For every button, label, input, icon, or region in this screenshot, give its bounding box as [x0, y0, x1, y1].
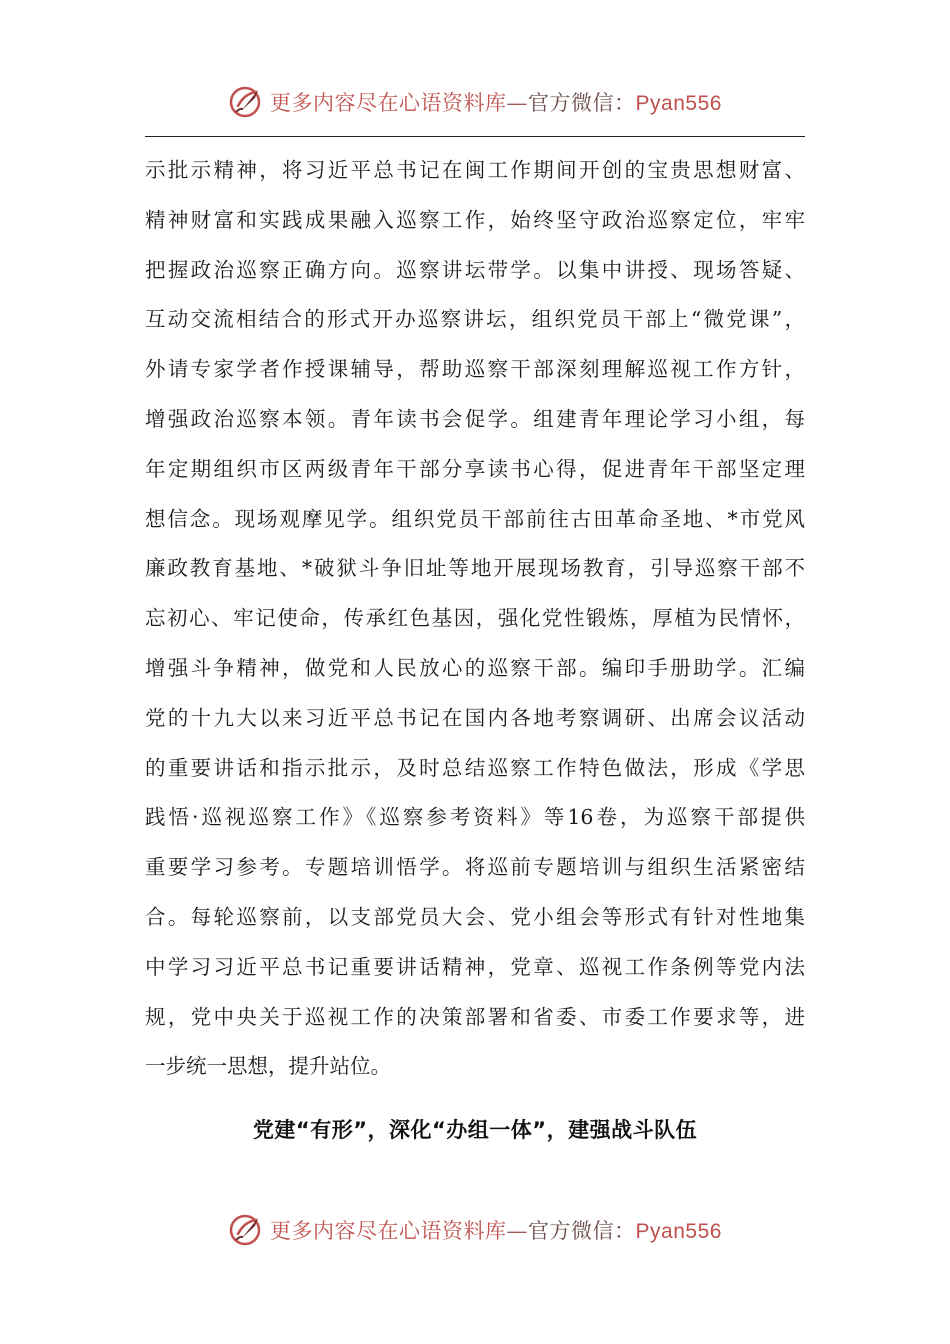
paragraph-line: 外请专家学者作授课辅导，帮助巡察干部深刻理解巡视工作方针， — [145, 357, 805, 382]
header-wechat-id: Pyan556 — [635, 92, 722, 115]
paragraph-line: 规，党中央关于巡视工作的决策部署和省委、市委工作要求等，进 — [145, 1004, 805, 1029]
header-banner-text — [270, 87, 722, 117]
paragraph-line: 一步统一思想，提升站位。 — [145, 1054, 391, 1079]
paragraph-line: 中学习习近平总书记重要讲话精神，党章、巡视工作条例等党内法 — [145, 954, 805, 979]
pen-logo-icon — [228, 1212, 264, 1248]
footer-dash: — — [506, 1219, 529, 1243]
section-heading: 党建“有形”，深化“办组一体”，建强战斗队伍 — [252, 1118, 698, 1142]
paragraph-line: 忘初心、牢记使命，传承红色基因，强化党性锻炼，厚植为民情怀， — [145, 606, 805, 631]
footer-banner — [0, 1212, 950, 1248]
paragraph-line: 践悟·巡视巡察工作》《巡察参考资料》等16卷，为巡察干部提供 — [145, 805, 805, 830]
paragraph-line: 精神财富和实践成果融入巡察工作，始终坚守政治巡察定位，牢牢 — [145, 207, 805, 232]
paragraph-line: 想信念。现场观摩见学。组织党员干部前往古田革命圣地、*市党风 — [145, 506, 805, 531]
paragraph-line: 增强政治巡察本领。青年读书会促学。组建青年理论学习小组，每 — [145, 406, 805, 431]
body-paragraph — [145, 146, 805, 1092]
footer-brand: 更多内容尽在心语资料库 — [270, 1219, 507, 1243]
footer-wechat-label: 官方微信： — [528, 1219, 636, 1243]
paragraph-line: 重要学习参考。专题培训悟学。将巡前专题培训与组织生活紧密结 — [145, 855, 805, 880]
paragraph-line: 廉政教育基地、*破狱斗争旧址等地开展现场教育，引导巡察干部不 — [145, 556, 805, 581]
header-banner — [0, 84, 950, 120]
paragraph-line: 增强斗争精神，做党和人民放心的巡察干部。编印手册助学。汇编 — [145, 655, 805, 680]
paragraph-line: 的重要讲话和指示批示，及时总结巡察工作特色做法，形成《学思 — [145, 755, 805, 780]
header-divider — [145, 136, 805, 137]
paragraph-line: 把握政治巡察正确方向。巡察讲坛带学。以集中讲授、现场答疑、 — [145, 257, 805, 282]
header-dash: — — [506, 91, 529, 115]
footer-wechat-id: Pyan556 — [635, 1220, 722, 1243]
header-brand: 更多内容尽在心语资料库 — [270, 91, 507, 115]
paragraph-line: 互动交流相结合的形式开办巡察讲坛，组织党员干部上“微党课”， — [145, 307, 805, 332]
paragraph-line: 合。每轮巡察前，以支部党员大会、党小组会等形式有针对性地集 — [145, 904, 805, 929]
paragraph-line: 党的十九大以来习近平总书记在国内各地考察调研、出席会议活动 — [145, 705, 805, 730]
paragraph-line: 年定期组织市区两级青年干部分享读书心得，促进青年干部坚定理 — [145, 456, 805, 481]
paragraph-line: 示批示精神，将习近平总书记在闽工作期间开创的宝贵思想财富、 — [145, 158, 805, 182]
footer-banner-text — [270, 1215, 722, 1245]
pen-logo-icon — [228, 84, 264, 120]
header-wechat-label: 官方微信： — [528, 91, 636, 115]
